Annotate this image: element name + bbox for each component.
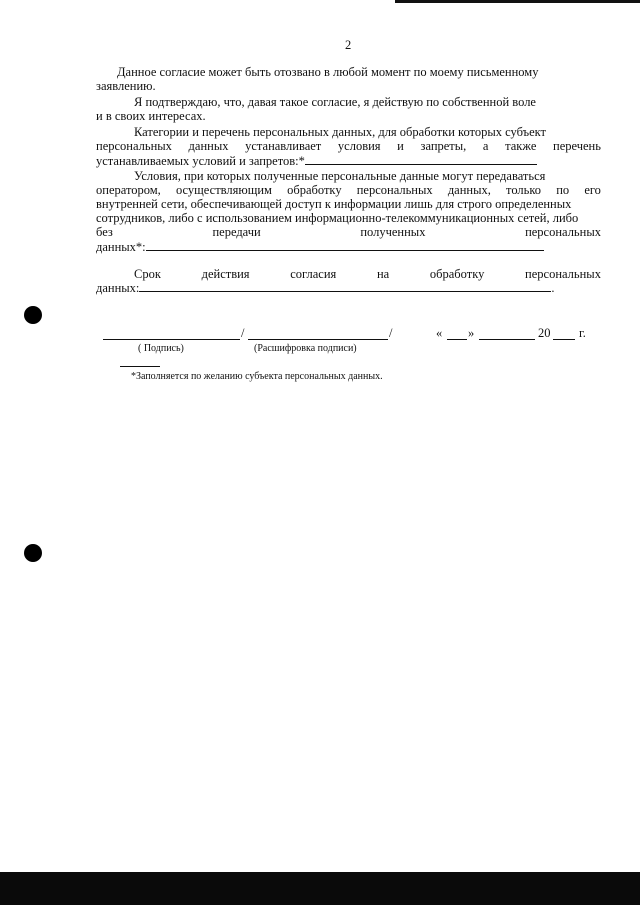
word: его: [584, 183, 601, 197]
p3-line2: [96, 139, 601, 153]
p1-line1: Данное согласие может быть отозвано в любой момент по моему письменному: [117, 65, 539, 79]
footnote-separator: [120, 366, 160, 367]
word: действия: [201, 267, 250, 281]
fill-line-term[interactable]: [139, 280, 551, 292]
word: персональных: [96, 139, 172, 153]
word: на: [376, 267, 390, 281]
month-line[interactable]: [479, 339, 535, 340]
punch-hole: [24, 544, 42, 562]
signature-line[interactable]: [103, 339, 240, 340]
word: передачи: [212, 225, 261, 239]
date-close-quote: »: [468, 326, 475, 340]
word: обработку: [429, 267, 485, 281]
p4-line5: [96, 225, 601, 239]
p4-line3: внутренней сети, обеспечивающей доступ к информации лишь для строго определенных: [96, 197, 572, 211]
slash-1: /: [241, 326, 245, 340]
word: и: [397, 139, 404, 153]
p5-line1: [134, 267, 601, 281]
year-suffix: г.: [579, 326, 586, 340]
year-prefix: 20: [538, 326, 551, 340]
word: персональных: [525, 267, 601, 281]
p2-line2: и в своих интересах.: [96, 109, 206, 123]
fill-line-categories[interactable]: [305, 153, 537, 165]
p4-line2: [96, 183, 601, 197]
p1-line2: заявлению.: [96, 79, 156, 93]
word: полученных: [360, 225, 426, 239]
p5-line2-text: данных:: [96, 281, 140, 295]
punch-hole: [24, 306, 42, 324]
label-decode: (Расшифровка подписи): [254, 343, 357, 354]
day-line[interactable]: [447, 339, 467, 340]
p4-line1: Условия, при которых полученные персональные данные могут передаваться: [134, 169, 546, 183]
p5-line2: данных: .: [96, 281, 555, 295]
p3-line3-text: устанавливаемых условий и запретов:*: [96, 154, 305, 168]
scan-top-edge: [395, 0, 640, 3]
word: также: [505, 139, 537, 153]
word: обработку: [287, 183, 342, 197]
word: запреты,: [420, 139, 467, 153]
year-line[interactable]: [553, 339, 575, 340]
word: условия: [337, 139, 381, 153]
word: устанавливает: [245, 139, 322, 153]
word: без: [96, 225, 113, 239]
decode-line[interactable]: [248, 339, 388, 340]
p4-line4: сотрудников, либо с использованием информационно-телекоммуникационных сетей, либо: [96, 211, 579, 225]
page-number: 2: [345, 38, 352, 52]
word: данных: [188, 139, 229, 153]
word: персональных: [356, 183, 433, 197]
p4-line6-text: данных*:: [96, 240, 146, 254]
word: осуществляющим: [175, 183, 272, 197]
label-signature: ( Подпись): [138, 343, 184, 354]
word: оператором,: [96, 183, 161, 197]
p3-line1: Категории и перечень персональных данных, для обработки которых субъект: [134, 125, 547, 139]
word: согласия: [290, 267, 337, 281]
date-open-quote: «: [436, 326, 443, 340]
scan-bottom-edge: [0, 872, 640, 905]
word: а: [482, 139, 489, 153]
footnote: *Заполняется по желанию субъекта персональных данных.: [131, 371, 383, 382]
fill-line-conditions[interactable]: [146, 239, 544, 251]
p3-line3: [96, 153, 537, 168]
word: данных,: [447, 183, 491, 197]
word: только: [506, 183, 542, 197]
slash-2: /: [389, 326, 393, 340]
word: Срок: [134, 267, 161, 281]
word: по: [556, 183, 570, 197]
p4-line6: [96, 239, 544, 254]
word: персональных: [525, 225, 601, 239]
word: перечень: [553, 139, 601, 153]
p2-line1: Я подтверждаю, что, давая такое согласие, я действую по собственной воле: [134, 95, 536, 109]
